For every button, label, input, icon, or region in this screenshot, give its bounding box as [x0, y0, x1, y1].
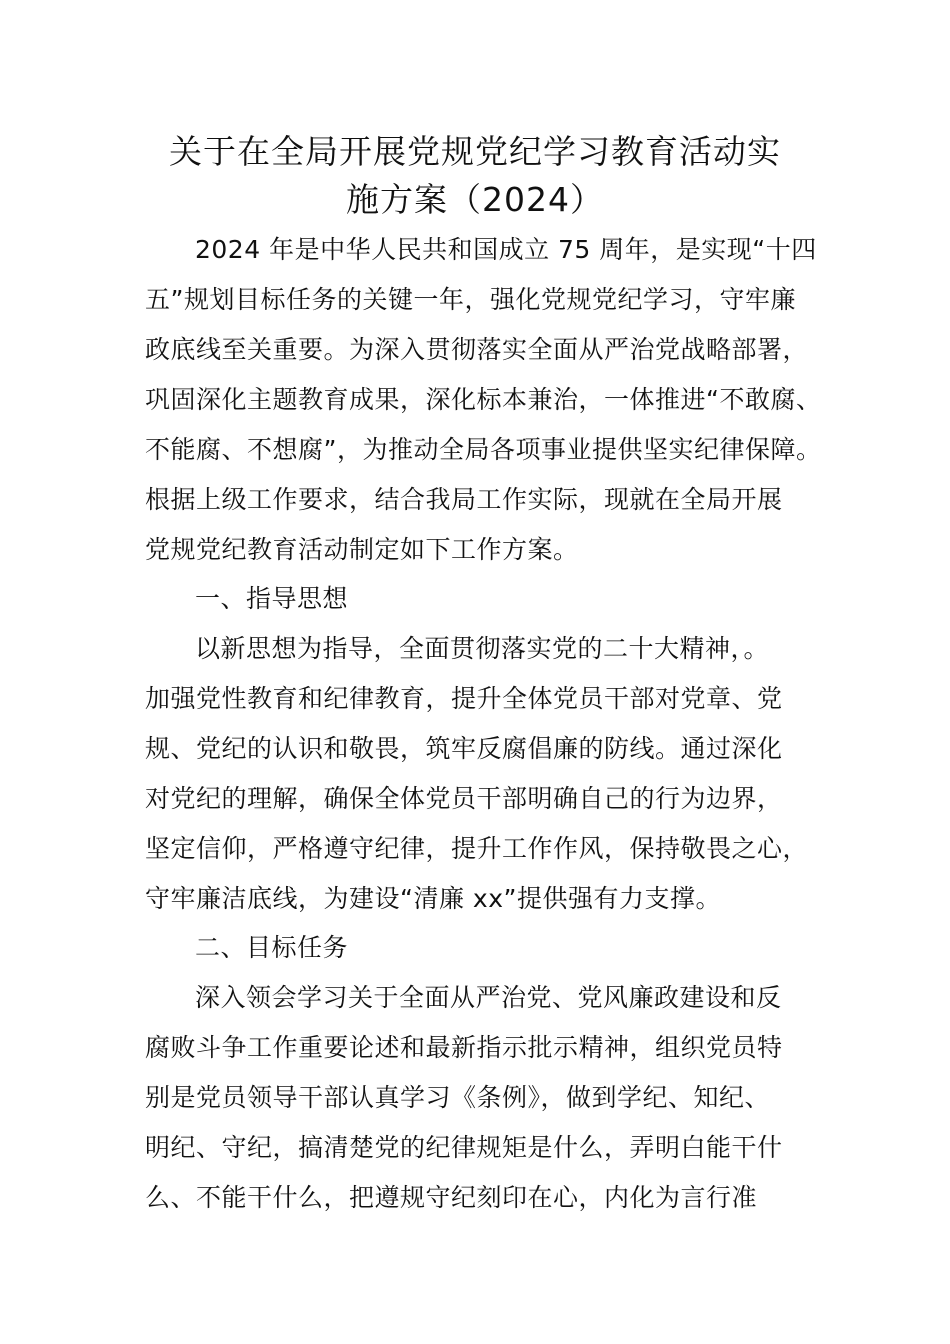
paragraph-line: 2024 年是中华人民共和国成立 75 周年，是实现“十四 [195, 235, 817, 264]
paragraph-line: 加强党性教育和纪律教育，提升全体党员干部对党章、党 [145, 684, 783, 713]
document-title-line-1: 关于在全局开展党规党纪学习教育活动实 [169, 132, 781, 171]
paragraph-line: 以新思想为指导，全面贯彻落实党的二十大精神，。 [195, 634, 770, 663]
paragraph-line: 五”规划目标任务的关键一年，强化党规党纪学习，守牢廉 [145, 285, 796, 314]
paragraph-line: 坚定信仰，严格遵守纪律，提升工作作风，保持敬畏之心， [145, 834, 809, 863]
paragraph-line: 党规党纪教育活动制定如下工作方案。 [145, 535, 579, 564]
paragraph-line: 别是党员领导干部认真学习《条例》，做到学纪、知纪、 [145, 1083, 771, 1112]
paragraph-line: 规、党纪的认识和敬畏，筑牢反腐倡廉的防线。通过深化 [145, 734, 783, 763]
paragraph-line: 对党纪的理解，确保全体党员干部明确自己的行为边界， [145, 784, 783, 813]
paragraph-line: 不能腐、不想腐”，为推动全局各项事业提供坚实纪律保障。 [145, 435, 822, 464]
paragraph-line: 政底线至关重要。为深入贯彻落实全面从严治党战略部署， [145, 335, 809, 364]
paragraph-line: 明纪、守纪，搞清楚党的纪律规矩是什么，弄明白能干什 [145, 1133, 783, 1162]
section-heading-target-tasks: 二、目标任务 [195, 933, 349, 962]
document-title-line-2: 施方案（2024） [346, 180, 604, 219]
paragraph-line: 巩固深化主题教育成果，深化标本兼治，一体推进“不敢腐、 [145, 385, 822, 414]
paragraph-line: 深入领会学习关于全面从严治党、党风廉政建设和反 [195, 983, 782, 1012]
paragraph-line: 腐败斗争工作重要论述和最新指示批示精神，组织党员特 [145, 1033, 783, 1062]
paragraph-line: 根据上级工作要求，结合我局工作实际，现就在全局开展 [145, 485, 783, 514]
paragraph-line: 守牢廉洁底线，为建设“清廉 xx”提供强有力支撑。 [145, 884, 721, 913]
paragraph-line: 么、不能干什么，把遵规守纪刻印在心，内化为言行准 [145, 1183, 758, 1212]
section-heading-guiding-thought: 一、指导思想 [195, 584, 349, 613]
